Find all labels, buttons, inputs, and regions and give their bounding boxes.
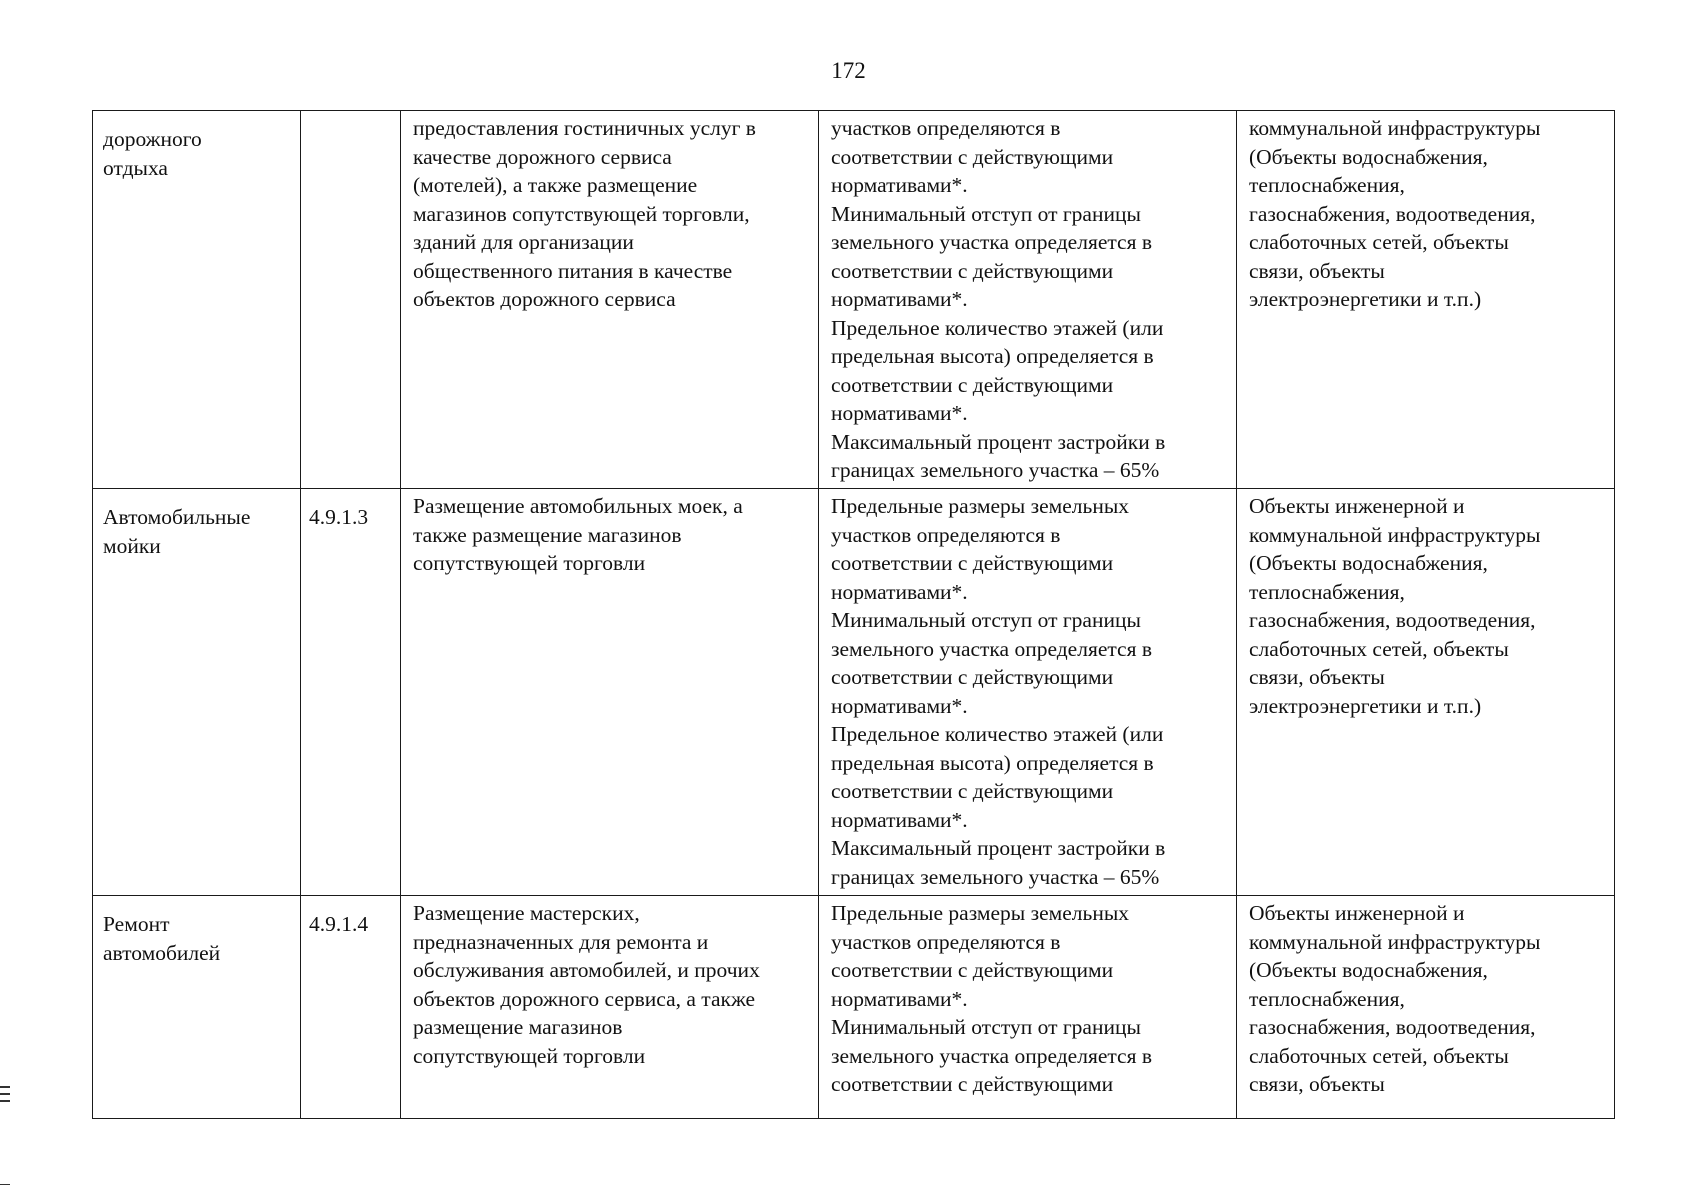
use-type-code <box>301 111 401 489</box>
table-row <box>93 489 1615 896</box>
land-use-table <box>92 110 1615 1119</box>
use-type-code: 4.9.1.4 <box>301 896 401 1119</box>
auxiliary-uses: Объекты инженерной и коммунальной инфраструктуры (Объекты водоснабжения, теплоснабжения, газоснабжения, водоотведения, слаботочных сетей, объекты связи, объекты <box>1237 896 1615 1119</box>
scan-edge-mark <box>0 1184 10 1185</box>
limit-parameters: Предельные размеры земельных участков определяются в соответствии с действующими нормативами*. Минимальный отступ от границы земельного участка определяется в соответствии с действующими нормативами*. Предельное количество этажей (или предельная высота) определяется в соответствии с действующими нормативами*. Максимальный процент застройки в границах земельного участка – 65% <box>819 489 1237 896</box>
use-type-description: Размещение автомобильных моек, а также размещение магазинов сопутствующей торговли <box>401 489 819 896</box>
table-row <box>93 111 1615 489</box>
use-type-name: Ремонт автомобилей <box>93 896 301 1119</box>
scan-edge-mark <box>0 1100 10 1102</box>
auxiliary-uses: коммунальной инфраструктуры (Объекты водоснабжения, теплоснабжения, газоснабжения, водоотведения, слаботочных сетей, объекты связи, объекты электроэнергетики и т.п.) <box>1237 111 1615 489</box>
limit-parameters: участков определяются в соответствии с действующими нормативами*. Минимальный отступ от границы земельного участка определяется в соответствии с действующими нормативами*. Предельное количество этажей (или предельная высота) определяется в соответствии с действующими нормативами*. Максимальный процент застройки в границах земельного участка – 65% <box>819 111 1237 489</box>
use-type-name: дорожного отдыха <box>93 111 301 489</box>
scan-edge-mark <box>0 1086 10 1088</box>
use-type-description: предоставления гостиничных услуг в качестве дорожного сервиса (мотелей), а также размещение магазинов сопутствующей торговли, зданий для организации общественного питания в качестве объектов дорожного сервиса <box>401 111 819 489</box>
auxiliary-uses: Объекты инженерной и коммунальной инфраструктуры (Объекты водоснабжения, теплоснабжения, газоснабжения, водоотведения, слаботочных сетей, объекты связи, объекты электроэнергетики и т.п.) <box>1237 489 1615 896</box>
limit-parameters: Предельные размеры земельных участков определяются в соответствии с действующими нормативами*. Минимальный отступ от границы земельного участка определяется в соответствии с действующими <box>819 896 1237 1119</box>
page-number: 172 <box>831 58 866 83</box>
scan-edge-mark <box>0 1093 10 1095</box>
use-type-code: 4.9.1.3 <box>301 489 401 896</box>
use-type-name: Автомобильные мойки <box>93 489 301 896</box>
table-row <box>93 896 1615 1119</box>
use-type-description: Размещение мастерских, предназначенных для ремонта и обслуживания автомобилей, и прочих объектов дорожного сервиса, а также размещение магазинов сопутствующей торговли <box>401 896 819 1119</box>
